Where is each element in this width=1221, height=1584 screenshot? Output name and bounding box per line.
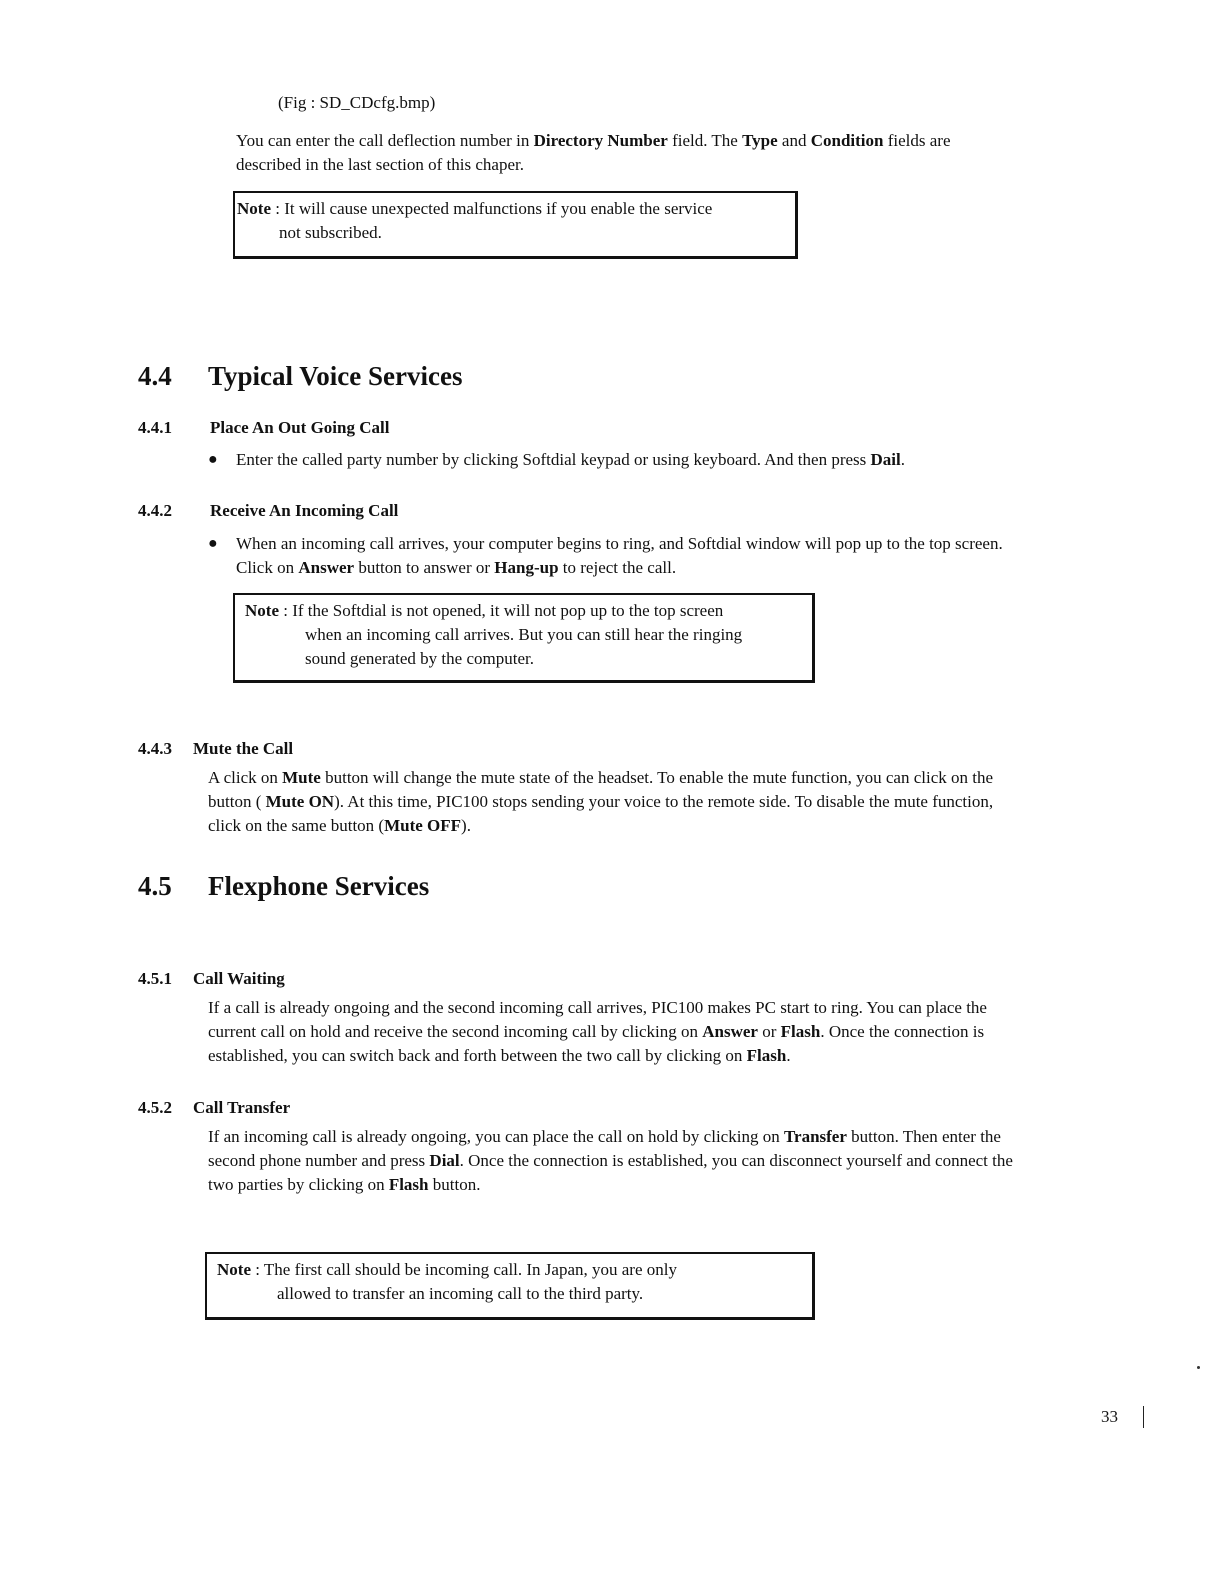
intro-line-1: You can enter the call deflection number in Directory Number field. The Type and Condition fields are [236,131,951,150]
call-waiting-paragraph: If a call is already ongoing and the second incoming call arrives, PIC100 makes PC start to ring. You can place the current call on hold and receive the second incoming call by clicking on Answer or Flash. Once the connection is established, you can switch back and forth between the two call by clicking on Flash. [208,998,987,1065]
figure-caption: (Fig : SD_CDcfg.bmp) [278,93,436,112]
subsection-heading-4-4-1: 4.4.1 Place An Out Going Call [138,418,390,437]
note-label: Note [217,1260,251,1279]
intro-paragraph [236,129,1136,177]
subsection-heading-4-5-2: 4.5.2 Call Transfer [138,1098,291,1117]
subsection-heading-4-5-1: 4.5.1 Call Waiting [138,969,285,988]
scan-speck [1197,1366,1200,1369]
scan-edge-mark [1143,1406,1144,1428]
list-item: ● When an incoming call arrives, your computer begins to ring, and Softdial window will pop up to the top screen. Click on Answer button to answer or Hang-up to reject the call. [208,534,1003,577]
list-item: ● Enter the called party number by clicking Softdial keypad or using keyboard. And then press Dail. [236,448,1176,472]
section-heading-4-5: 4.5 Flexphone Services [138,871,430,901]
note-box-2: Note : If the Softdial is not opened, it will not pop up to the top screen when an incoming call arrives. But you can still hear the ringing sound generated by the computer. [233,593,815,683]
section-heading-4-4: 4.4 Typical Voice Services [138,361,463,391]
intro-line-2: described in the last section of this chaper. [236,155,524,174]
page-number: 33 [1101,1407,1118,1426]
mute-paragraph: A click on Mute button will change the mute state of the headset. To enable the mute function, you can click on the button ( Mute ON). At this time, PIC100 stops sending your voice to the remote side. To disable the mute function, click on the same button (Mute OFF). [208,768,994,835]
bullet-icon: ● [208,451,218,468]
note-box-1: Note : It will cause unexpected malfunctions if you enable the service not subscribed. [233,191,798,259]
note-box-3: Note : The first call should be incoming call. In Japan, you are only allowed to transfer an incoming call to the third party. [205,1252,815,1320]
call-transfer-paragraph: If an incoming call is already ongoing, you can place the call on hold by clicking on Transfer button. Then enter the second phone number and press Dial. Once the connection is established, you can disconnect yourself and connect the two parties by clicking on Flash button. [208,1127,1013,1194]
subsection-heading-4-4-2: 4.4.2 Receive An Incoming Call [138,501,399,520]
subsection-heading-4-4-3: 4.4.3 Mute the Call [138,739,294,758]
note-label: Note [245,601,279,620]
bullet-icon: ● [208,535,218,552]
note-label: Note [237,199,271,218]
